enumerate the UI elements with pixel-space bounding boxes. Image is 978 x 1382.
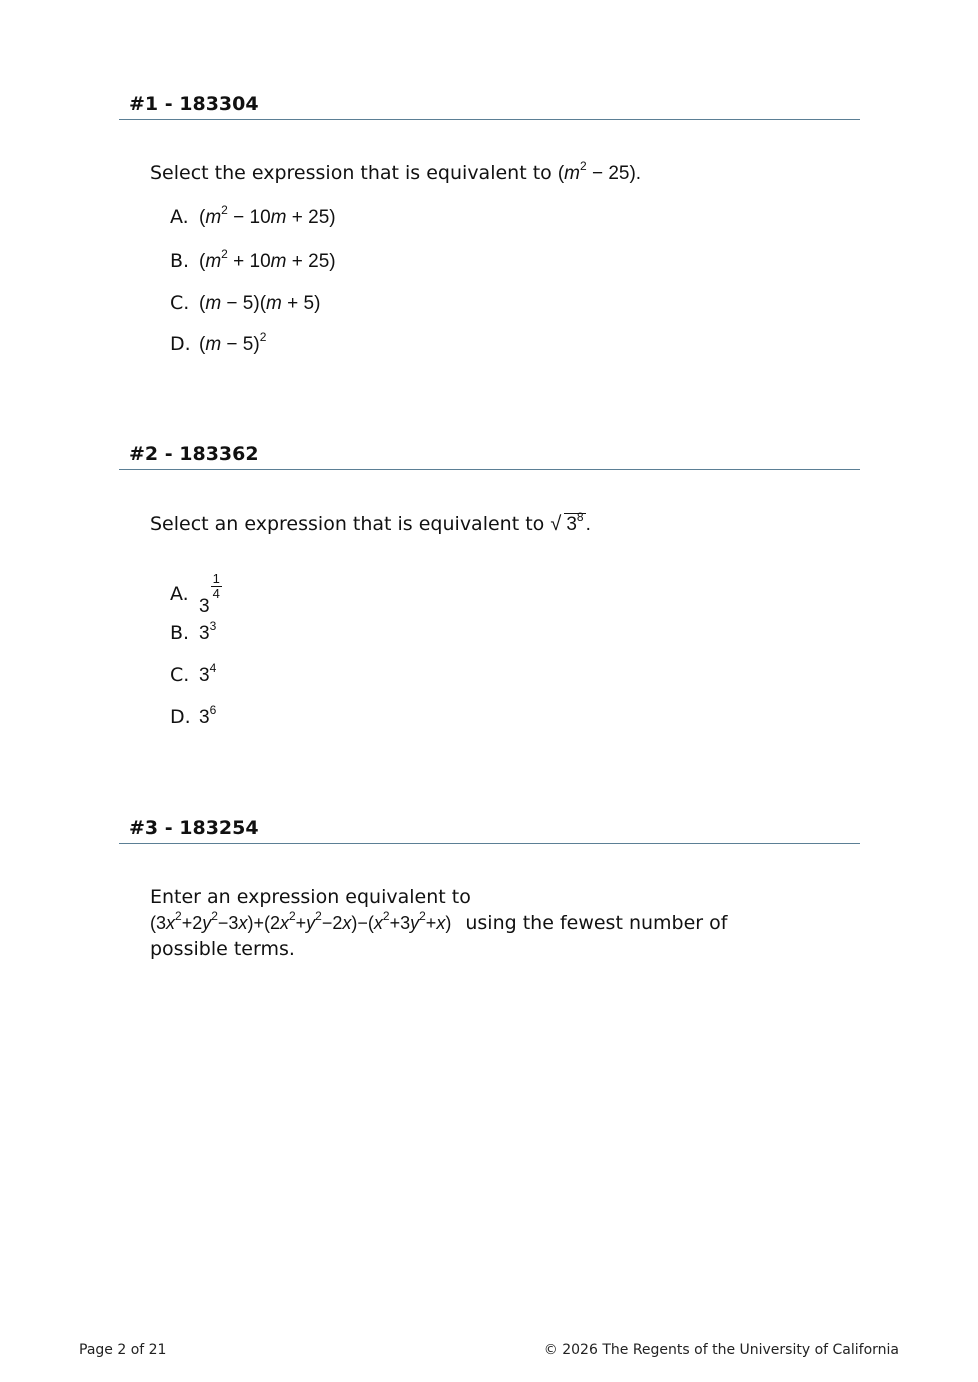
question-1-prompt-text: Select the expression that is equivalent to — [150, 162, 552, 184]
question-1-option-a[interactable] — [170, 204, 336, 231]
option-expr: $(m^2 + 10m + 25)$ — [199, 247, 336, 272]
option-expr: $3^4$ — [199, 661, 217, 686]
option-expr: (m − 5)(m + 5) — [199, 293, 321, 314]
copyright-notice: © 2026 The Regents of the University of California — [543, 1342, 899, 1358]
question-3-header: #3 - 183254 — [119, 817, 860, 844]
option-letter: B. — [170, 622, 190, 644]
question-1-prompt — [150, 160, 641, 187]
option-expr: $3^6$ — [199, 703, 217, 728]
question-2-option-a[interactable] — [170, 560, 222, 617]
question-2-option-b[interactable] — [170, 620, 216, 647]
question-1-option-d[interactable] — [170, 331, 266, 358]
question-2-header: #2 - 183362 — [119, 443, 860, 470]
question-1-prompt-expr: $(m^2 - 25)$. — [557, 159, 642, 184]
question-2-option-c[interactable] — [170, 662, 216, 689]
question-2-option-d[interactable] — [170, 704, 216, 731]
question-2-prompt-text: Select an expression that is equivalent to — [150, 513, 545, 535]
question-2-prompt-expr: √ $3^8$ . — [550, 514, 591, 535]
fraction-exponent: $\frac{1}{4}$ — [212, 571, 220, 601]
option-letter: D. — [170, 333, 191, 355]
option-letter: A. — [170, 206, 189, 228]
question-1-option-c[interactable] — [170, 290, 320, 317]
question-3-prompt — [150, 884, 860, 962]
question-3-prompt-line1: Enter an expression equivalent to — [150, 886, 471, 908]
question-2-prompt — [150, 511, 591, 538]
option-letter: D. — [170, 706, 191, 728]
option-letter: C. — [170, 292, 190, 314]
question-1-option-b[interactable] — [170, 248, 336, 275]
question-3-prompt-expr: $(3x^2+2y^2-3x)+(2x^2+y^2-2x)-(x^2+3y^2+x)$ — [150, 909, 452, 933]
question-3-prompt-line3: possible terms. — [150, 938, 295, 960]
option-expr: $(m - 5)^2$ — [199, 330, 267, 355]
option-expr: $(m^2 - 10m + 25)$ — [199, 203, 336, 228]
option-letter: C. — [170, 664, 190, 686]
question-1-header: #1 - 183304 — [119, 93, 860, 120]
option-letter: A. — [170, 583, 189, 605]
option-expr: 3 $\frac{1}{4}$ — [199, 571, 220, 617]
question-3-prompt-line2 — [150, 910, 860, 936]
option-expr: $3^3$ — [199, 619, 217, 644]
option-letter: B. — [170, 250, 190, 272]
page-number: Page 2 of 21 — [79, 1342, 167, 1358]
question-3-prompt-tail: using the fewest number of — [465, 912, 728, 934]
square-root-symbol: √ $3^8$ — [550, 510, 584, 535]
